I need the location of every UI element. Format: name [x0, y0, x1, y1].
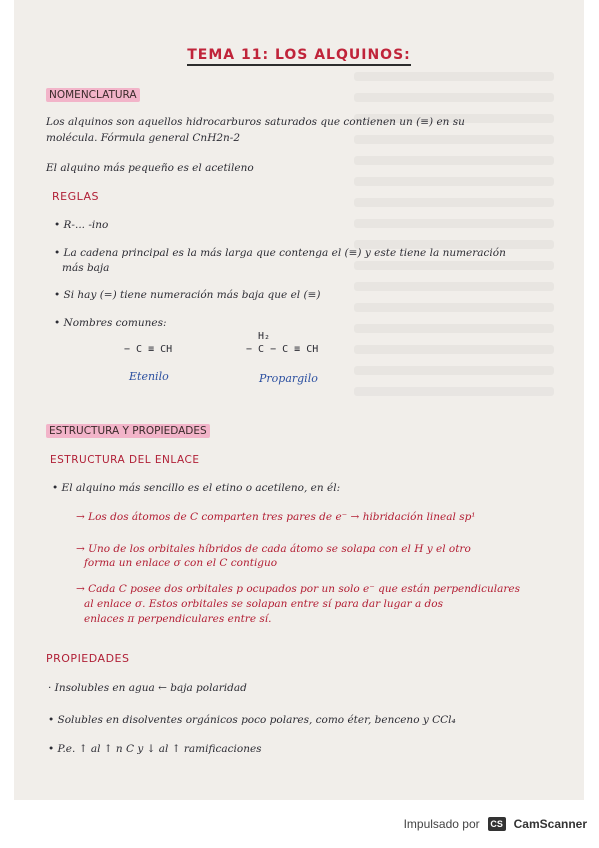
- heading-nomenclatura: NOMENCLATURA: [46, 88, 140, 102]
- name-propargilo: Propargilo: [259, 372, 318, 385]
- regla-1: • R-... -ino: [54, 219, 109, 231]
- formula-etenilo: − C ≡ CH: [124, 344, 173, 355]
- scanned-page: [14, 0, 584, 800]
- heading-reglas: REGLAS: [52, 190, 100, 203]
- page-title: TEMA 11: LOS ALQUINOS:: [14, 47, 584, 63]
- estructura-point-2-line-1: → Uno de los orbitales híbridos de cada átomo se solapa con el H y el otro: [76, 543, 471, 555]
- estructura-point-3-line-2: al enlace σ. Estos orbitales se solapan entre sí para dar lugar a dos: [84, 598, 443, 610]
- estructura-point-1: → Los dos átomos de C comparten tres pares de e⁻ → hibridación lineal sp¹: [76, 511, 476, 523]
- propiedad-1: · Insolubles en agua ← baja polaridad: [48, 682, 247, 694]
- heading-propiedades: PROPIEDADES: [46, 652, 130, 665]
- regla-3: • Si hay (=) tiene numeración más baja que el (≡): [54, 289, 321, 301]
- formula-propargilo-h2: H₂: [258, 331, 271, 342]
- name-etenilo: Etenilo: [129, 370, 169, 383]
- propiedad-3: • P.e. ↑ al ↑ n C y ↓ al ↑ ramificaciones: [48, 743, 262, 755]
- regla-2-line-1: • La cadena principal es la más larga que contenga el (≡) y este tiene la numeración: [54, 247, 506, 259]
- bleed-through: [354, 60, 554, 620]
- heading-estructura-propiedades: ESTRUCTURA Y PROPIEDADES: [46, 424, 210, 438]
- estructura-point-3-line-1: → Cada C posee dos orbitales p ocupados por un solo e⁻ que están perpendiculares: [76, 583, 520, 595]
- heading-estructura-enlace: ESTRUCTURA DEL ENLACE: [50, 454, 200, 466]
- estructura-point-3-line-3: enlaces π perpendiculares entre sí.: [84, 613, 272, 625]
- formula-propargilo: − C − C ≡ CH: [246, 344, 319, 355]
- intro-line-3: El alquino más pequeño es el acetileno: [46, 162, 254, 174]
- intro-line-2: molécula. Fórmula general CnH2n-2: [46, 132, 241, 144]
- estructura-point-2-line-2: forma un enlace σ con el C contiguo: [84, 557, 278, 569]
- powered-by-text: Impulsado por: [403, 817, 480, 831]
- propiedad-2: • Solubles en disolventes orgánicos poco polares, como éter, benceno y CCl₄: [48, 714, 456, 726]
- intro-line-1: Los alquinos son aquellos hidrocarburos saturados que contienen un (≡) en su: [46, 116, 465, 128]
- regla-2-line-2: más baja: [62, 262, 110, 274]
- regla-4: • Nombres comunes:: [54, 317, 167, 329]
- camscanner-logo-icon: CS: [488, 817, 506, 831]
- camscanner-brand: CamScanner: [513, 817, 587, 831]
- camscanner-watermark: [404, 812, 587, 836]
- estructura-line-1: • El alquino más sencillo es el etino o acetileno, en él:: [52, 482, 341, 494]
